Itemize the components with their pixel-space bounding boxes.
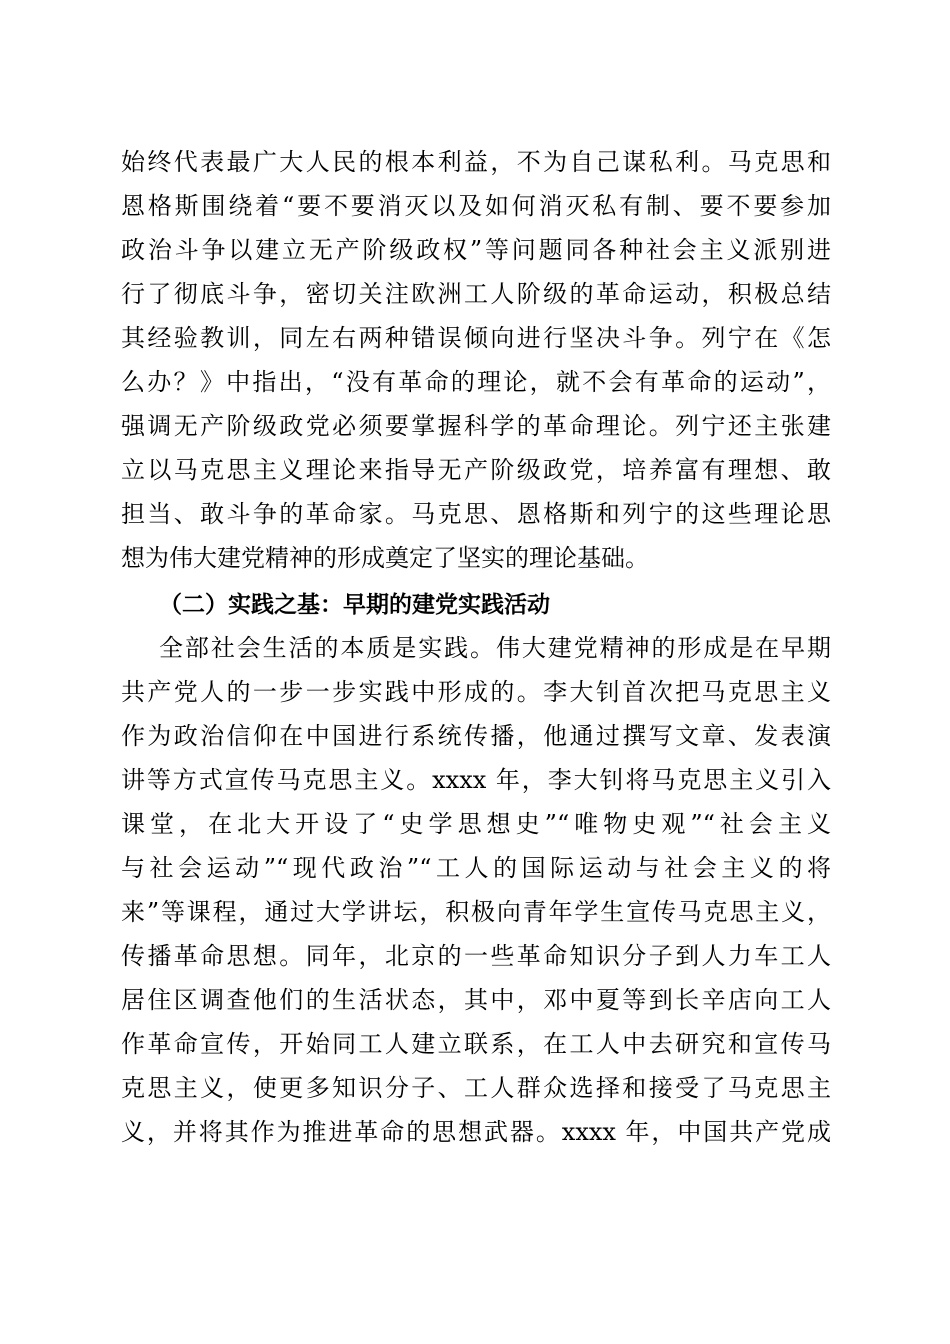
body-text-line: 全部社会生活的本质是实践。伟大建党精神的形成是在早期: [159, 634, 831, 662]
body-text-line: 讲等方式宣传马克思主义。xxxx 年，李大钊将马克思主义引入: [121, 766, 831, 794]
body-text-line: 居住区调查他们的生活状态，其中，邓中夏等到长辛店向工人: [121, 986, 831, 1014]
body-text-line: 担当、敢斗争的革命家。马克思、恩格斯和列宁的这些理论思: [121, 500, 831, 528]
body-text-line: 强调无产阶级政党必须要掌握科学的革命理论。列宁还主张建: [121, 412, 831, 440]
body-text-line: 共产党人的一步一步实践中形成的。李大钊首次把马克思主义: [121, 678, 831, 706]
body-text-line: 义，并将其作为推进革命的思想武器。xxxx 年，中国共产党成: [121, 1118, 831, 1146]
body-text-line: 想为伟大建党精神的形成奠定了坚实的理论基础。: [121, 544, 649, 572]
body-text-line: 作为政治信仰在中国进行系统传播，他通过撰写文章、发表演: [121, 722, 831, 750]
body-text-line: 作革命宣传，开始同工人建立联系，在工人中去研究和宣传马: [121, 1030, 831, 1058]
body-text-line: 与社会运动”“现代政治”“工人的国际运动与社会主义的将: [121, 854, 831, 882]
body-text-line: 政治斗争以建立无产阶级政权”等问题同各种社会主义派别进: [121, 236, 831, 264]
section-heading: （二）实践之基：早期的建党实践活动: [159, 592, 550, 618]
body-text-line: 传播革命思想。同年，北京的一些革命知识分子到人力车工人: [121, 942, 831, 970]
body-text-line: 克思主义，使更多知识分子、工人群众选择和接受了马克思主: [121, 1074, 831, 1102]
body-text-line: 来”等课程，通过大学讲坛，积极向青年学生宣传马克思主义，: [121, 898, 831, 926]
body-text-line: 其经验教训，同左右两种错误倾向进行坚决斗争。列宁在《怎: [121, 324, 831, 352]
body-text-line: 行了彻底斗争，密切关注欧洲工人阶级的革命运动，积极总结: [121, 280, 831, 308]
body-text-line: 么办？》中指出，“没有革命的理论，就不会有革命的运动”，: [121, 368, 831, 396]
body-text-line: 始终代表最广大人民的根本利益，不为自己谋私利。马克思和: [121, 148, 831, 176]
body-text-line: 课堂，在北大开设了“史学思想史”“唯物史观”“社会主义: [121, 810, 831, 838]
body-text-line: 立以马克思主义理论来指导无产阶级政党，培养富有理想、敢: [121, 456, 831, 484]
body-text-line: 恩格斯围绕着“要不要消灭以及如何消灭私有制、要不要参加: [121, 192, 831, 220]
